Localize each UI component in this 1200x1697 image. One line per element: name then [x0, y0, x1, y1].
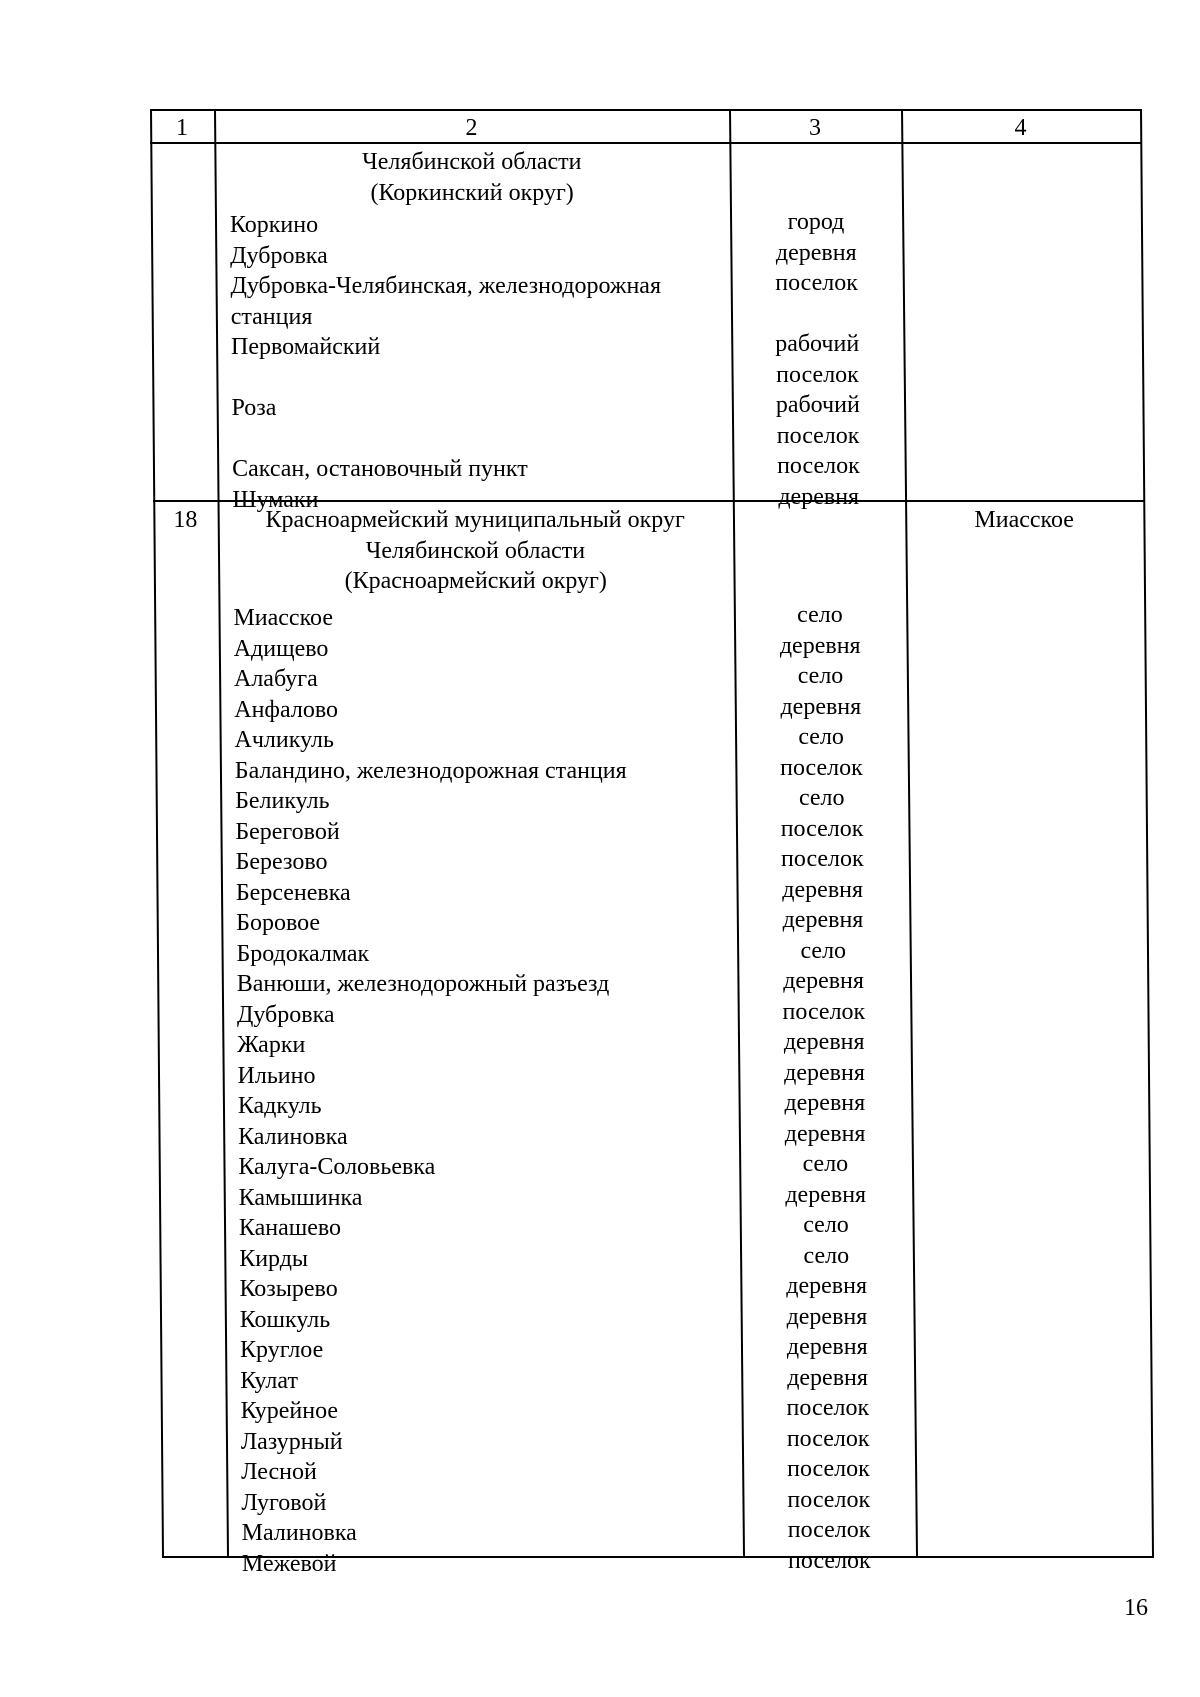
- settlement-name: Береговой: [235, 818, 340, 845]
- settlement-type: деревня: [784, 1090, 866, 1116]
- settlement-type: рабочий: [775, 331, 860, 357]
- settlement-name: Курейное: [240, 1398, 339, 1424]
- settlement-type: поселок: [776, 422, 860, 449]
- settlement-name: Шумаки: [232, 486, 319, 513]
- settlement-type: поселок: [786, 1395, 870, 1421]
- settlement-name: Беликуль: [235, 788, 330, 814]
- settlement-type: деревня: [783, 968, 864, 994]
- settlement-name: Калиновка: [238, 1123, 348, 1150]
- settlement-type: деревня: [775, 239, 857, 266]
- settlement-type: поселок: [776, 361, 859, 388]
- settlement-type: поселок: [780, 815, 864, 842]
- settlement-name: Берсеневка: [235, 879, 351, 906]
- settlement-name: Первомайский: [231, 334, 381, 360]
- settlement-type: деревня: [786, 1273, 867, 1299]
- settlement-name: Коркино: [229, 212, 319, 238]
- settlement-name: Кулат: [240, 1367, 298, 1394]
- district-heading: (Коркинский округ): [370, 179, 574, 206]
- district-heading: Челябинской области: [365, 537, 586, 564]
- settlement-name: Луговой: [241, 1489, 327, 1516]
- header-col-4: 4: [1014, 115, 1027, 141]
- settlement-type: поселок: [780, 754, 863, 781]
- settlement-name: Роза: [231, 395, 277, 421]
- settlement-name: Анфалово: [234, 696, 338, 723]
- settlement-name: Дубровка: [230, 242, 328, 269]
- settlement-name: Камышинка: [238, 1184, 363, 1211]
- settlement-type: село: [803, 1242, 850, 1269]
- settlement-type: город: [787, 209, 845, 235]
- settlement-type: деревня: [786, 1303, 868, 1330]
- settlement-type: деревня: [779, 632, 861, 659]
- settlement-name: Ачликуль: [234, 727, 334, 753]
- settlement-name: Кадкуль: [237, 1093, 322, 1119]
- settlement-name: Миасское: [233, 605, 333, 631]
- table-right-border: [1140, 109, 1154, 1556]
- settlement-type: деревня: [780, 693, 862, 720]
- settlement-name: Лазурный: [240, 1428, 343, 1455]
- settlement-type: поселок: [787, 1456, 870, 1482]
- settlement-type: поселок: [775, 270, 858, 296]
- settlement-type: поселок: [786, 1425, 870, 1452]
- settlement-type: деревня: [782, 907, 864, 933]
- settlement-type: поселок: [777, 453, 860, 479]
- settlement-name: Круглое: [240, 1337, 324, 1363]
- settlement-type: поселок: [781, 846, 864, 872]
- settlement-name: Козырево: [239, 1276, 338, 1302]
- page-number: 16: [1124, 1595, 1148, 1621]
- settlement-type: село: [797, 663, 844, 689]
- settlement-name: Межевой: [241, 1550, 337, 1577]
- settlement-name: Бродокалмак: [236, 940, 370, 967]
- settlement-name: Алабуга: [233, 666, 318, 692]
- settlement-name: Боровое: [236, 910, 321, 936]
- settlement-type: деревня: [784, 1120, 866, 1147]
- settlement-type: село: [798, 724, 844, 750]
- settlement-name: станция: [230, 303, 313, 330]
- settlement-name: Канашево: [238, 1215, 342, 1241]
- settlement-type: поселок: [788, 1547, 871, 1574]
- settlement-type: деревня: [783, 1029, 865, 1055]
- settlement-name: Дубровка: [237, 1001, 335, 1028]
- settlement-name: Калуга-Соловьевка: [238, 1154, 436, 1180]
- settlement-name: Березово: [235, 849, 328, 875]
- settlement-name: Жарки: [237, 1032, 306, 1058]
- settlement-type: деревня: [784, 1059, 865, 1086]
- settlement-name: Ванюши, железнодорожный разъезд: [236, 971, 610, 997]
- settlement-name: Малиновка: [241, 1520, 357, 1546]
- settlement-name: Лесной: [241, 1459, 317, 1485]
- settlement-type: деревня: [787, 1364, 868, 1391]
- settlement-name: Адищево: [233, 635, 329, 662]
- settlement-name: Саксан, остановочный пункт: [232, 456, 528, 482]
- header-col-1: 1: [176, 115, 189, 141]
- settlement-type: село: [802, 1151, 849, 1177]
- district-heading: Красноармейский муниципальный округ: [265, 507, 685, 533]
- settlement-type: рабочий: [775, 392, 860, 418]
- header-col-2: 2: [465, 115, 478, 141]
- settlement-name: Ильино: [237, 1062, 316, 1089]
- settlement-type: село: [803, 1212, 849, 1238]
- settlement-type: поселок: [787, 1517, 871, 1543]
- district-heading: (Красноармейский округ): [344, 568, 607, 594]
- settlement-type: село: [798, 785, 845, 811]
- settlement-type: село: [797, 602, 843, 628]
- settlement-type: деревня: [786, 1334, 868, 1360]
- settlement-type: деревня: [785, 1181, 867, 1208]
- column-2-left-border: [214, 109, 229, 1556]
- district-heading: Челябинской области: [362, 149, 582, 175]
- settlement-name: Баландино, железнодорожная станция: [234, 757, 627, 784]
- settlement-type: село: [800, 937, 847, 964]
- entry-number: 18: [173, 507, 198, 533]
- administrative-center: Миасское: [974, 507, 1074, 533]
- settlement-name: Кирды: [239, 1245, 309, 1272]
- header-col-3: 3: [809, 115, 822, 141]
- settlement-type: поселок: [787, 1486, 871, 1513]
- settlement-name: Дубровка-Челябинская, железнодорожная: [230, 273, 661, 299]
- column-1-left-border: [150, 109, 164, 1556]
- settlement-name: Кошкуль: [239, 1306, 331, 1333]
- table-top-border: [150, 109, 1142, 111]
- settlement-type: деревня: [778, 483, 860, 510]
- settlement-type: деревня: [782, 876, 864, 903]
- settlement-type: поселок: [782, 998, 866, 1025]
